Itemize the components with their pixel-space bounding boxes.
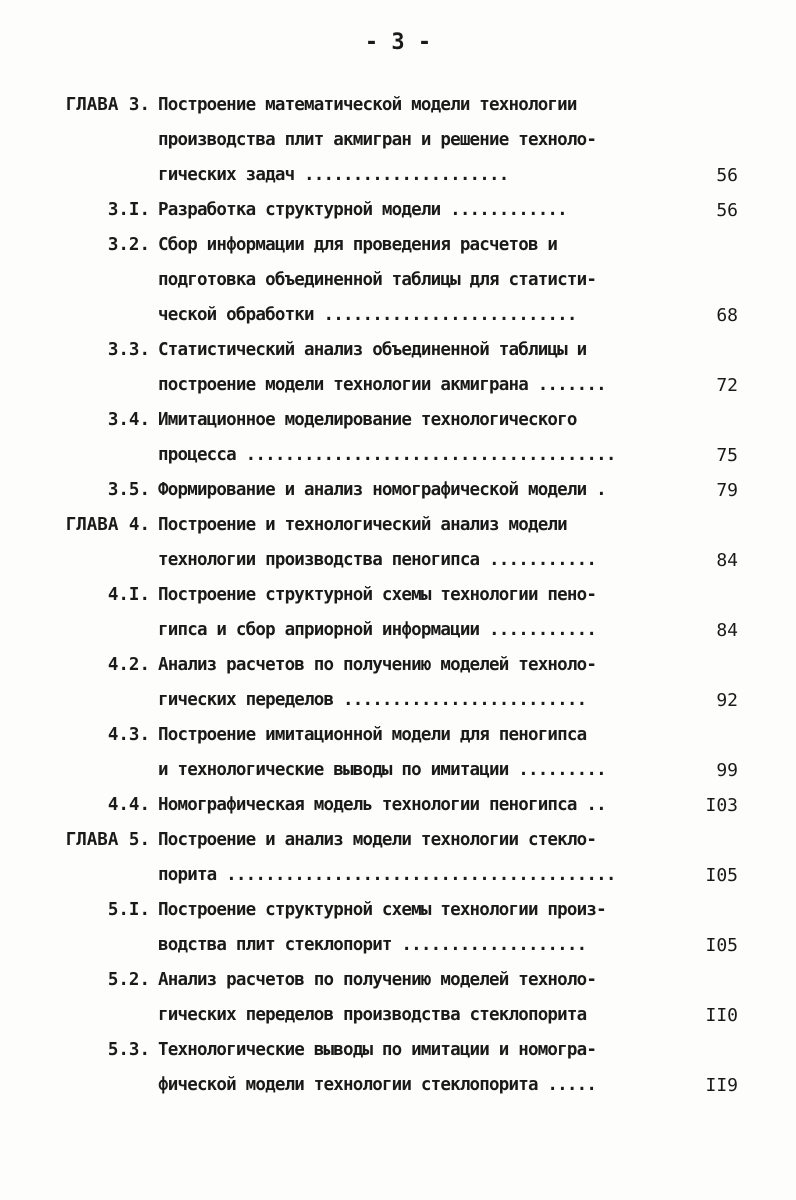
toc-label: 4.2. [107,655,150,675]
toc-entry [0,578,796,648]
toc-label: ГЛАВА 4. [65,515,150,535]
toc-line [0,368,796,403]
toc-entry [0,473,796,508]
toc-page-number: II0 [705,1005,738,1026]
toc-entry [0,648,796,718]
toc-line [0,1033,796,1068]
toc-entry [0,88,796,193]
toc-entry [0,403,796,473]
toc-page-number: 68 [716,305,738,326]
toc-entry [0,228,796,333]
toc-text: фической модели технологии стеклопорита ..... [158,1075,597,1095]
toc-line [0,473,796,508]
toc-text: Технологические выводы по имитации и номогра- [158,1040,597,1060]
toc-text: Имитационное моделирование технологического [158,410,577,430]
toc-page-number: 72 [716,375,738,396]
toc-label: 3.3. [107,340,150,360]
toc-line [0,158,796,193]
toc-line [0,193,796,228]
toc-page-number: 56 [716,165,738,186]
toc-entry [0,893,796,963]
toc-label: 4.4. [107,795,150,815]
toc-line [0,88,796,123]
table-of-contents [0,88,796,1103]
toc-page-number: I05 [705,935,738,956]
toc-page-number: I05 [705,865,738,886]
toc-label: 3.4. [107,410,150,430]
toc-text: ческой обработки .......................... [158,305,577,325]
toc-line [0,823,796,858]
toc-text: гических переделов производства стеклопорита [158,1005,587,1025]
toc-text: Построение и технологический анализ модели [158,515,567,535]
toc-text: Построение структурной схемы технологии пено- [158,585,597,605]
toc-text: Построение и анализ модели технологии стекло- [158,830,597,850]
toc-line [0,508,796,543]
toc-text: и технологические выводы по имитации ......... [158,760,606,780]
toc-text: Построение структурной схемы технологии произ- [158,900,606,920]
toc-text: водства плит стеклопорит ................... [158,935,587,955]
toc-line [0,228,796,263]
toc-label: ГЛАВА 5. [65,830,150,850]
toc-page-number: 92 [716,690,738,711]
toc-page-number: 79 [716,480,738,501]
toc-line [0,263,796,298]
toc-entry [0,718,796,788]
toc-label: 3.2. [107,235,150,255]
toc-entry [0,193,796,228]
toc-label: ГЛАВА 3. [65,95,150,115]
toc-line [0,438,796,473]
toc-line [0,578,796,613]
toc-text: Построение имитационной модели для пеногипса [158,725,587,745]
toc-entry [0,333,796,403]
toc-line [0,928,796,963]
toc-page-number: 84 [716,620,738,641]
toc-label: 3.I. [107,200,150,220]
toc-label: 3.5. [107,480,150,500]
toc-text: гических переделов ......................... [158,690,587,710]
toc-line [0,683,796,718]
toc-entry [0,508,796,578]
toc-line [0,613,796,648]
toc-entry [0,823,796,893]
toc-line [0,123,796,158]
toc-text: порита ........................................ [158,865,616,885]
toc-text: Статистический анализ объединенной таблицы и [158,340,587,360]
toc-page-number: 84 [716,550,738,571]
toc-label: 5.2. [107,970,150,990]
toc-entry [0,1033,796,1103]
toc-text: гипса и сбор априорной информации ........... [158,620,597,640]
toc-line [0,298,796,333]
toc-entry [0,788,796,823]
toc-page-number: I03 [705,795,738,816]
toc-line [0,718,796,753]
page-number: - 3 - [364,30,432,55]
toc-line [0,858,796,893]
toc-text: Построение математической модели технологии [158,95,577,115]
toc-page-number: 99 [716,760,738,781]
toc-text: Сбор информации для проведения расчетов и [158,235,558,255]
toc-label: 5.3. [107,1040,150,1060]
toc-label: 4.3. [107,725,150,745]
toc-text: процесса ...................................... [158,445,616,465]
toc-text: подготовка объединенной таблицы для статисти- [158,270,597,290]
toc-page-number: 75 [716,445,738,466]
toc-label: 5.I. [107,900,150,920]
toc-line [0,1068,796,1103]
toc-line [0,753,796,788]
toc-text: гических задач ..................... [158,165,509,185]
toc-line [0,543,796,578]
toc-text: технологии производства пеногипса ........... [158,550,597,570]
toc-line [0,403,796,438]
toc-text: Анализ расчетов по получению моделей техноло- [158,970,597,990]
toc-line [0,333,796,368]
toc-text: Формирование и анализ номографической модели . [158,480,606,500]
toc-line [0,963,796,998]
toc-label: 4.I. [107,585,150,605]
toc-line [0,788,796,823]
toc-line [0,648,796,683]
toc-page-number: 56 [716,200,738,221]
toc-text: Разработка структурной модели ............ [158,200,567,220]
toc-line [0,998,796,1033]
toc-line [0,893,796,928]
toc-text: Анализ расчетов по получению моделей техноло- [158,655,597,675]
toc-text: построение модели технологии акмиграна ....... [158,375,606,395]
toc-entry [0,963,796,1033]
toc-page-number: II9 [705,1075,738,1096]
toc-text: производства плит акмигран и решение техноло- [158,130,597,150]
toc-text: Номографическая модель технологии пеногипса .. [158,795,606,815]
